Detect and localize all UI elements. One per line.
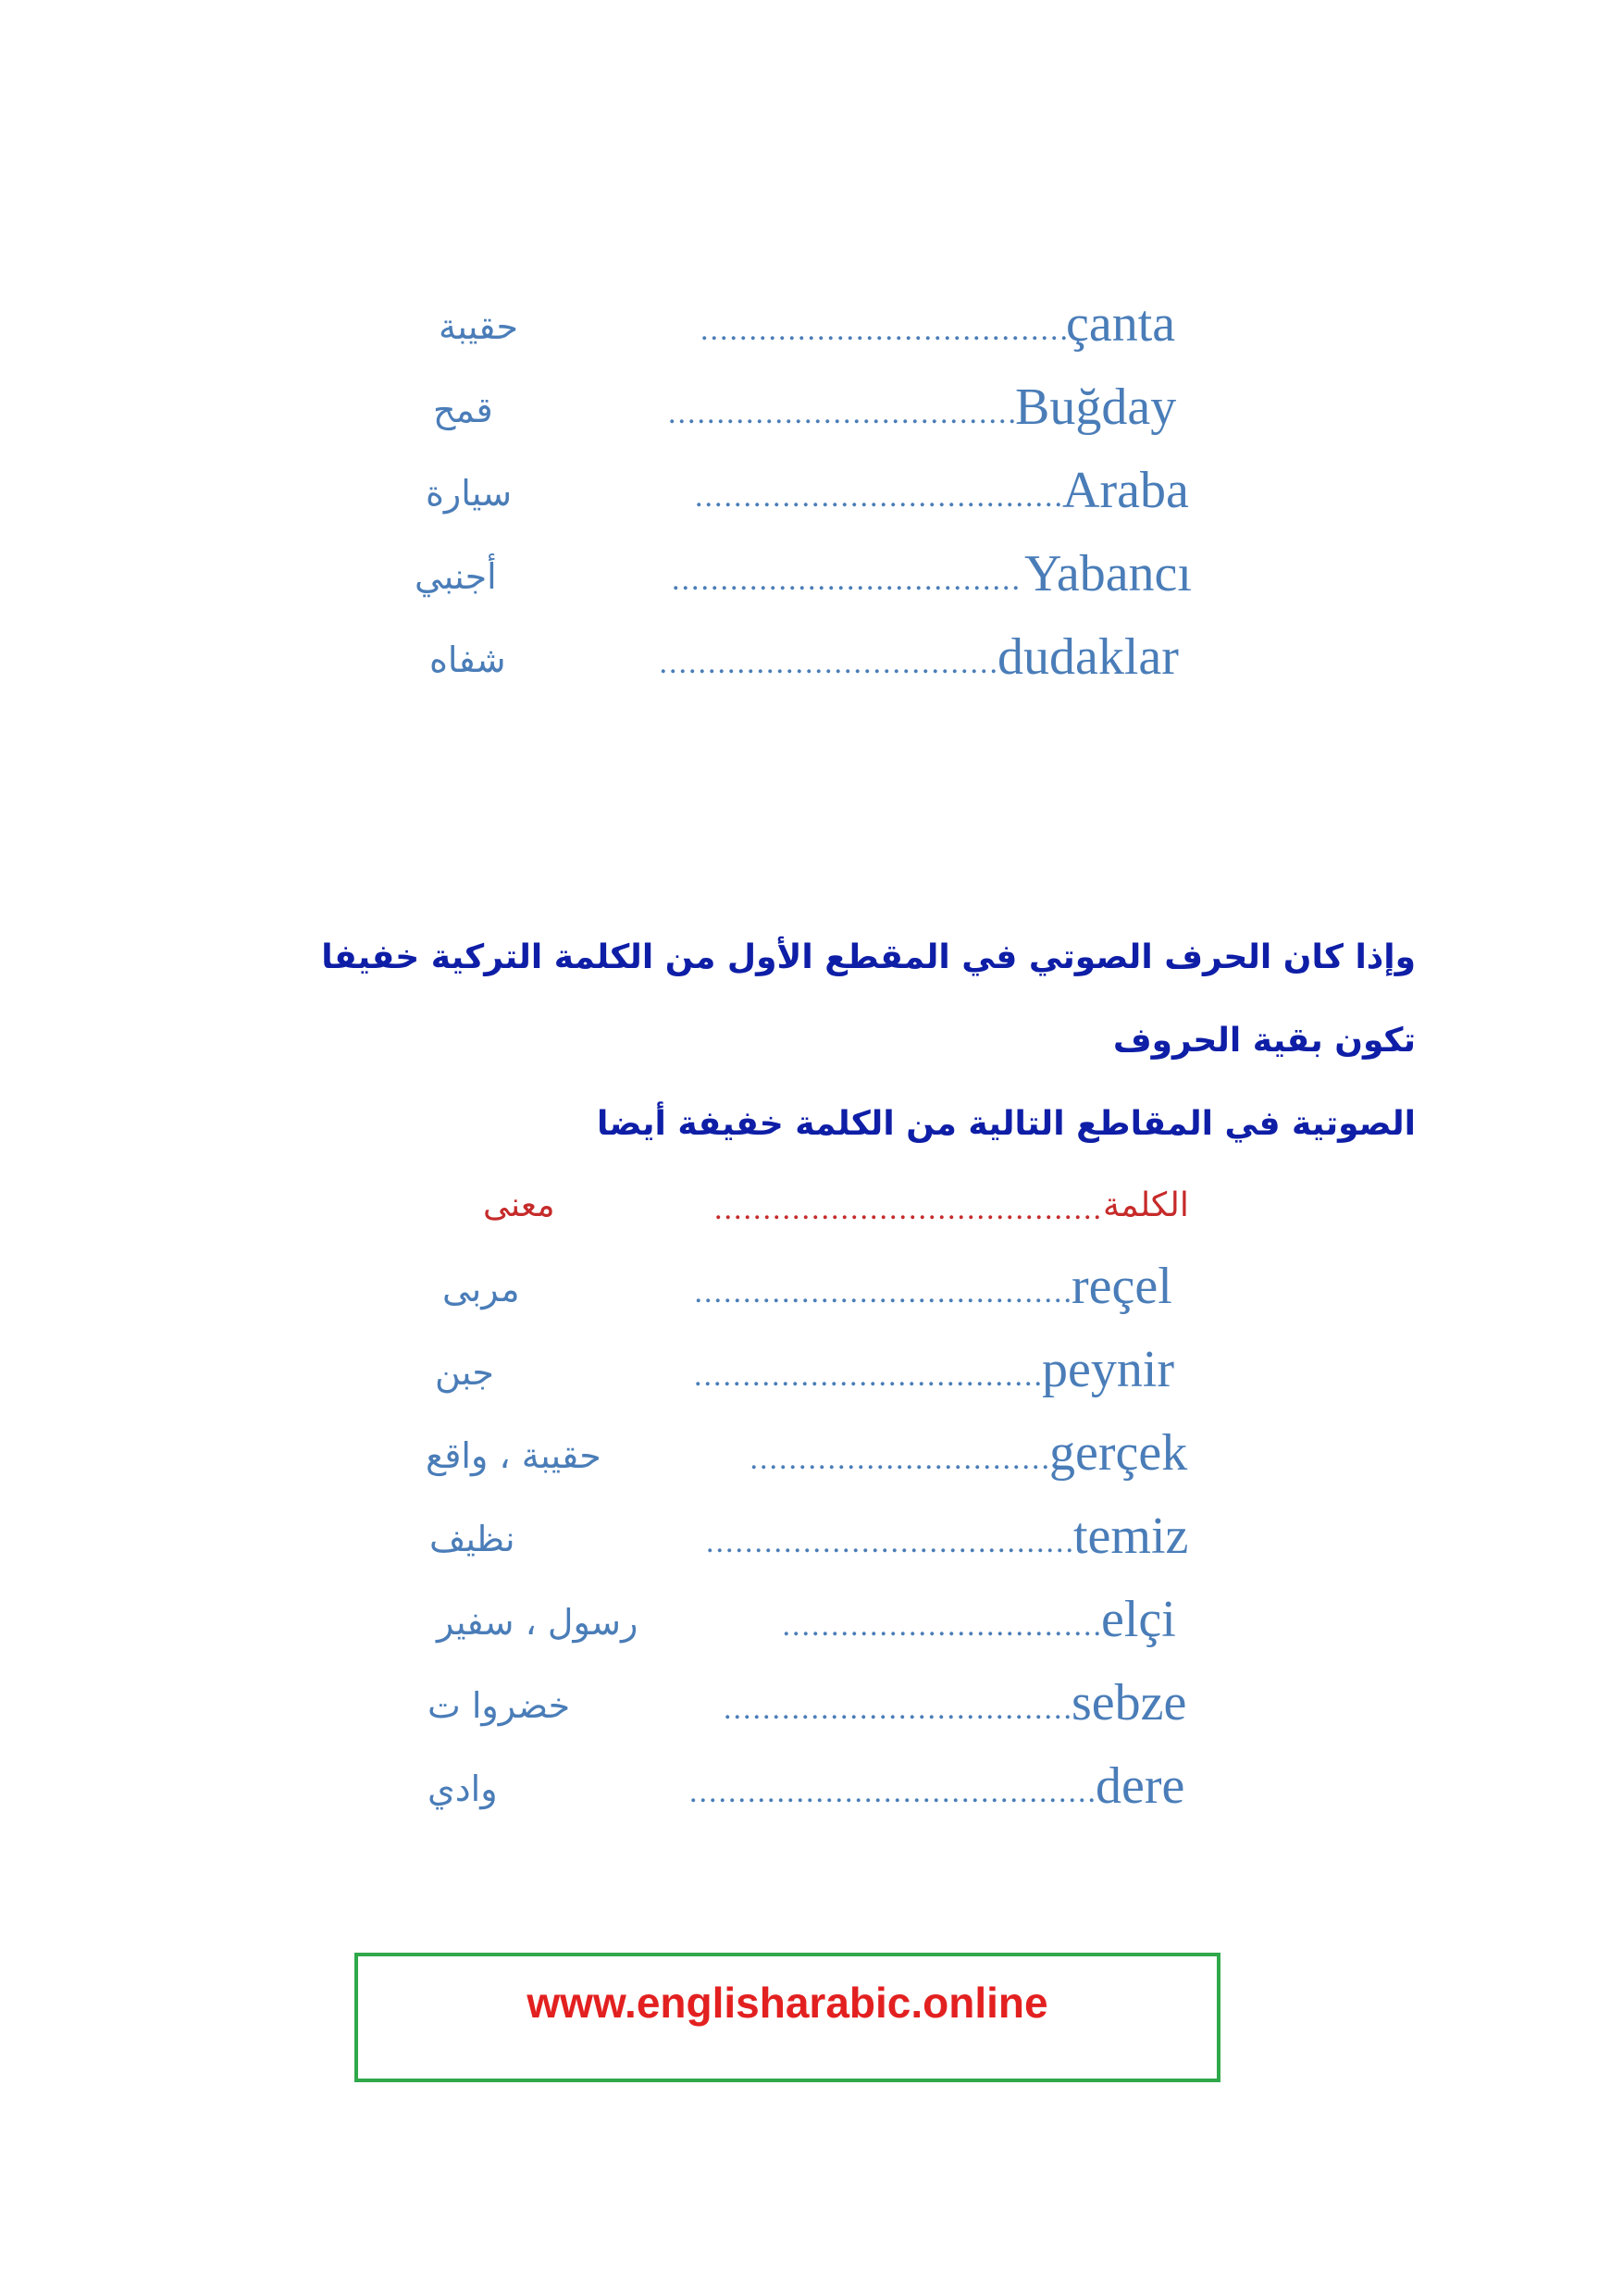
dot-leader: ....................................: [724, 1692, 1073, 1726]
turkish-word: gerçek: [1049, 1424, 1188, 1482]
arabic-meaning: حقيبة ، واقع: [426, 1435, 601, 1476]
arabic-meaning: مربى: [442, 1269, 520, 1309]
vocab-row: [0, 370, 1623, 444]
rule-paragraph: [241, 916, 1416, 1166]
vocab-row: [0, 287, 1623, 361]
vocab-row: [0, 1582, 1623, 1657]
arabic-meaning: خضروا ت: [427, 1685, 571, 1726]
dot-leader: ......................................: [706, 1525, 1075, 1559]
turkish-word: temiz: [1073, 1508, 1189, 1565]
vocab-row: [0, 1249, 1623, 1323]
turkish-word: Araba: [1062, 462, 1189, 519]
vocab-row: [0, 537, 1623, 611]
website-banner: [354, 1953, 1220, 2082]
turkish-word: elçi: [1101, 1591, 1176, 1648]
vocab-row: [0, 620, 1623, 694]
vocab-row: [0, 453, 1623, 527]
turkish-word: peynir: [1042, 1341, 1175, 1398]
dot-leader: ....................................: [668, 396, 1018, 430]
dot-leader: ...................................: [659, 646, 999, 680]
arabic-meaning: حقيبة: [439, 306, 519, 347]
turkish-word: dere: [1096, 1757, 1185, 1815]
arabic-meaning: جبن: [435, 1352, 494, 1393]
arabic-meaning: أجنبي: [415, 556, 497, 597]
dot-leader: .......................................: [694, 1275, 1073, 1309]
turkish-word: reçel: [1072, 1258, 1172, 1315]
turkish-word: sebze: [1072, 1674, 1187, 1731]
header-meaning-label: معنى: [483, 1186, 555, 1224]
turkish-word: dudaklar: [997, 628, 1179, 686]
arabic-meaning: قمح: [433, 390, 493, 430]
dot-leader: ....................................: [672, 563, 1022, 597]
rule-paragraph-line: الصوتية في المقاطع التالية من الكلمة خفيفة أيضا: [597, 1105, 1416, 1143]
dot-leader: .................................: [782, 1608, 1103, 1643]
vocab-row: [0, 1749, 1623, 1823]
arabic-meaning: وادي: [427, 1769, 498, 1809]
arabic-meaning: سيارة: [426, 473, 513, 514]
vocab-row: [0, 1333, 1623, 1407]
vocab-row: [0, 1416, 1623, 1490]
dot-leader: ......................................: [695, 479, 1064, 514]
arabic-meaning: شفاه: [429, 639, 506, 680]
header-word-label: الكلمة: [1103, 1186, 1189, 1224]
website-link[interactable]: www.englisharabic.online: [527, 1979, 1048, 2027]
turkish-word: çanta: [1066, 295, 1176, 353]
arabic-meaning: نظيف: [429, 1519, 515, 1559]
turkish-word: Yabancı: [1024, 545, 1192, 602]
dot-leader: ........................................: [714, 1192, 1103, 1226]
vocab-row: [0, 1499, 1623, 1573]
dot-leader: ......................................: [700, 313, 1070, 347]
dot-leader: ...............................: [750, 1442, 1051, 1476]
turkish-word: Buğday: [1015, 379, 1177, 436]
dot-leader: ....................................: [694, 1359, 1044, 1393]
dot-leader: ..........................................: [689, 1775, 1097, 1809]
list-header: [0, 1166, 1623, 1240]
arabic-meaning: رسول ، سفير: [437, 1602, 638, 1643]
vocab-row: [0, 1666, 1623, 1740]
rule-paragraph-line: وإذا كان الحرف الصوتي في المقطع الأول من الكلمة التركية خفيفا تكون بقية الحروف: [321, 938, 1416, 1060]
